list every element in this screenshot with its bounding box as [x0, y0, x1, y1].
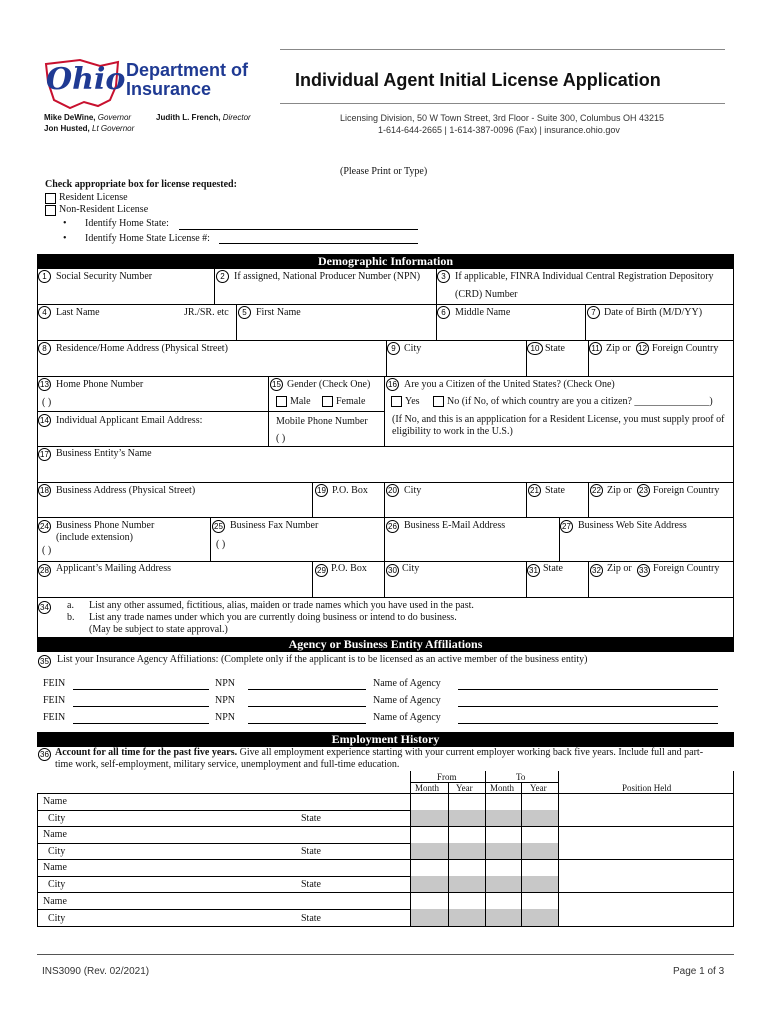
employer-state-label: State [301, 913, 321, 924]
npn-label: If assigned, National Producer Number (NPN) [234, 271, 421, 282]
divider [588, 482, 589, 517]
bullet: • [63, 218, 67, 229]
field-number: 11 [589, 342, 602, 355]
department-name-line1: Department of [126, 60, 249, 80]
agency-name-field[interactable] [458, 689, 718, 690]
department-name-line2: Insurance [126, 79, 212, 99]
citizen-yes-label: Yes [405, 396, 420, 407]
divider [214, 269, 215, 304]
form-title: Individual Agent Initial License Application [295, 70, 661, 90]
male-label: Male [290, 396, 311, 407]
city-label: City [404, 343, 422, 354]
other-names-b-note: (May be subject to state approval.) [89, 624, 228, 635]
email-label: Individual Applicant Email Address: [56, 415, 203, 426]
field-number: 21 [528, 484, 541, 497]
field-number: 24 [38, 520, 51, 533]
print-instruction: (Please Print or Type) [340, 166, 428, 177]
lt-governor-name: Jon Husted, [44, 124, 90, 133]
table-col-divider [558, 771, 559, 927]
from-header: From [437, 772, 457, 782]
field-number: 29 [315, 564, 328, 577]
business-address-label: Business Address (Physical Street) [56, 485, 196, 496]
home-state-license-label: Identify Home State License #: [85, 233, 210, 244]
state-label: State [545, 343, 565, 354]
citizen-note-line1: (If No, and this is an appplication for a Resident License, you must supply proof of [392, 414, 725, 425]
table-row-line [37, 843, 410, 844]
field-number: 4 [38, 306, 51, 319]
business-fax-field[interactable]: ( ) [216, 539, 226, 550]
divider [210, 517, 211, 561]
field-number: 9 [387, 342, 400, 355]
divider [312, 482, 313, 517]
business-email-label: Business E-Mail Address [404, 520, 506, 531]
crd-label-line2: (CRD) Number [455, 289, 518, 300]
contact-line: 1-614-644-2665 | 1-614-387-0096 (Fax) | insurance.ohio.gov [378, 125, 620, 135]
field-number: 27 [560, 520, 573, 533]
employer-name-label: Name [43, 829, 67, 840]
row-divider [37, 376, 734, 377]
business-fax-label: Business Fax Number [230, 520, 319, 531]
other-names-b-marker: b. [67, 612, 75, 623]
other-names-a-marker: a. [67, 600, 74, 611]
title-top-rule [280, 49, 725, 50]
to-year-header: Year [530, 783, 547, 793]
field-number: 6 [437, 306, 450, 319]
first-name-label: First Name [256, 307, 301, 318]
non-resident-license-label: Non-Resident License [59, 204, 149, 215]
table-bottom-border [37, 926, 734, 927]
field-number: 18 [38, 484, 51, 497]
governor-line [44, 113, 131, 122]
field-number: 5 [238, 306, 251, 319]
field-number: 20 [386, 484, 399, 497]
mobile-phone-label: Mobile Phone Number [276, 416, 368, 427]
table-row-line [558, 826, 733, 827]
business-po-box-label: P.O. Box [332, 485, 368, 496]
to-header: To [516, 772, 526, 782]
divider [384, 517, 385, 561]
row-divider [37, 517, 734, 518]
mailing-city-label: City [402, 563, 420, 574]
employment-instruction-rest: Give all employment experience starting with your current employer working back five years. Include full and part- [237, 747, 704, 758]
field-number: 25 [212, 520, 225, 533]
employment-instruction-bold: Account for all time for the past five years. [55, 747, 238, 758]
crd-label-line1: If applicable, FINRA Individual Central Registration Depository [455, 271, 714, 282]
other-names-a-text: List any other assumed, fictitious, alias, maiden or trade names which you have used in the past. [89, 600, 474, 611]
license-type-heading: Check appropriate box for license requested: [45, 179, 237, 190]
field-number: 15 [270, 378, 283, 391]
non-resident-license-checkbox[interactable] [45, 205, 56, 216]
resident-license-checkbox[interactable] [45, 193, 56, 204]
field-number: 3 [437, 270, 450, 283]
mobile-phone-field[interactable]: ( ) [276, 433, 286, 444]
ohio-logo-text: Ohio [46, 62, 126, 97]
divider [268, 411, 269, 446]
field-number: 10 [527, 342, 543, 355]
fein-label: FEIN [43, 712, 66, 723]
fein-label: FEIN [43, 678, 66, 689]
citizen-no-label: No (if No, of which country are you a citizen? _______________) [447, 396, 713, 407]
row-divider [37, 561, 734, 562]
npn-field[interactable] [248, 689, 366, 690]
employment-section-header: Employment History [37, 732, 734, 747]
employer-state-label: State [301, 879, 321, 890]
position-held-header: Position Held [622, 783, 672, 793]
ssn-label: Social Security Number [56, 271, 153, 282]
table-left-border [37, 793, 38, 927]
table-col-divider [521, 782, 522, 927]
field-number: 2 [216, 270, 229, 283]
field-number: 23 [637, 484, 650, 497]
home-phone-label: Home Phone Number [56, 379, 144, 390]
fein-field[interactable] [73, 706, 209, 707]
from-month-header: Month [415, 783, 440, 793]
divider [526, 482, 527, 517]
foreign-country-label: Foreign Country [652, 343, 719, 354]
table-row-line [558, 859, 733, 860]
suffix-label: JR./SR. etc [184, 307, 229, 318]
governor-title: Governor [97, 113, 132, 122]
table-right-border [733, 771, 734, 927]
bullet: • [63, 233, 67, 244]
demographic-section-header: Demographic Information [37, 254, 734, 269]
dob-label: Date of Birth (M/D/YY) [604, 307, 703, 318]
business-phone-label-line2: (include extension) [56, 532, 133, 543]
field-number: 33 [637, 564, 650, 577]
agency-name-field[interactable] [458, 706, 718, 707]
employer-name-label: Name [43, 796, 67, 807]
agency-section-header: Agency or Business Entity Affiliations [37, 637, 734, 652]
home-state-label: Identify Home State: [85, 218, 169, 229]
fein-label: FEIN [43, 695, 66, 706]
table-row-line [558, 892, 733, 893]
field-number: 30 [386, 564, 399, 577]
employer-name-label: Name [43, 862, 67, 873]
divider [588, 561, 589, 597]
lt-governor-line [44, 124, 134, 133]
business-foreign-label: Foreign Country [653, 485, 720, 496]
field-number: 13 [38, 378, 51, 391]
table-row-line [410, 826, 558, 827]
citizen-note-line2: eligibility to work in the U.S.) [392, 426, 513, 437]
row-divider [37, 446, 734, 447]
resident-license-label: Resident License [59, 192, 128, 203]
mailing-po-box-label: P.O. Box [331, 563, 367, 574]
home-state-field[interactable] [179, 229, 418, 230]
npn-label: NPN [215, 712, 236, 723]
date-shading [410, 843, 558, 860]
date-shading [410, 909, 558, 927]
table-row-line [410, 859, 558, 860]
agency-name-field[interactable] [458, 723, 718, 724]
table-row-line [37, 909, 410, 910]
fein-field[interactable] [73, 723, 209, 724]
employment-instruction [55, 747, 703, 758]
director-name: Judith L. French, [156, 113, 221, 122]
director-title: Director [222, 113, 251, 122]
mailing-state-label: State [543, 563, 563, 574]
field-number: 31 [527, 564, 540, 577]
employer-state-label: State [301, 846, 321, 857]
address-line: Licensing Division, 50 W Town Street, 3rd Floor - Suite 300, Columbus OH 43215 [340, 113, 664, 123]
row-divider [37, 597, 734, 598]
field-number: 8 [38, 342, 51, 355]
employer-city-label: City [48, 846, 66, 857]
divider [384, 482, 385, 517]
field-number: 16 [386, 378, 399, 391]
field-number: 19 [315, 484, 328, 497]
home-state-license-field[interactable] [219, 243, 418, 244]
field-number: 17 [38, 448, 51, 461]
employer-city-label: City [48, 879, 66, 890]
row-divider [37, 482, 734, 483]
lt-governor-title: Lt Governor [92, 124, 135, 133]
mailing-zip-label: Zip or [607, 563, 632, 574]
fein-field[interactable] [73, 689, 209, 690]
table-col-divider [485, 771, 486, 927]
field-number: 26 [386, 520, 399, 533]
field-number: 12 [636, 342, 649, 355]
field-number: 36 [38, 748, 51, 761]
field-number: 34 [38, 601, 51, 614]
employment-instruction-line2: time work, self-employment, military service, unemployment and full-time education. [55, 759, 400, 770]
table-col-divider [448, 782, 449, 927]
field-number: 22 [590, 484, 603, 497]
table-col-divider [410, 771, 411, 927]
npn-label: NPN [215, 678, 236, 689]
last-name-label: Last Name [56, 307, 100, 318]
business-city-label: City [404, 485, 422, 496]
date-shading [410, 810, 558, 827]
residence-address-label: Residence/Home Address (Physical Street) [56, 343, 228, 354]
other-names-b-text: List any trade names under which you are currently doing business or intend to do business. [89, 612, 457, 623]
field-number: 14 [38, 414, 51, 427]
employer-city-label: City [48, 913, 66, 924]
divider [585, 304, 586, 340]
npn-field[interactable] [248, 723, 366, 724]
citizen-no-checkbox[interactable] [433, 396, 444, 407]
business-state-label: State [545, 485, 565, 496]
row-divider [37, 304, 734, 305]
business-phone-label-line1: Business Phone Number [56, 520, 155, 531]
agency-instruction: List your Insurance Agency Affiliations: (Complete only if the applicant is to be licensed as an active member of the business entity) [57, 654, 588, 665]
gender-label: Gender (Check One) [287, 379, 371, 390]
divider [312, 561, 313, 597]
female-checkbox[interactable] [322, 396, 333, 407]
director-line [156, 113, 251, 122]
agency-name-label: Name of Agency [373, 712, 441, 723]
middle-name-label: Middle Name [455, 307, 511, 318]
divider [236, 304, 237, 340]
date-shading [410, 876, 558, 893]
citizen-label: Are you a Citizen of the United States? (Check One) [404, 379, 615, 390]
field-number: 7 [587, 306, 600, 319]
table-header-bottom [37, 793, 734, 794]
business-zip-label: Zip or [607, 485, 632, 496]
row-divider [37, 411, 384, 412]
divider [268, 376, 269, 411]
field-number: 28 [38, 564, 51, 577]
home-phone-field[interactable]: ( ) [42, 397, 52, 408]
business-website-label: Business Web Site Address [578, 520, 687, 531]
footer-rule [37, 954, 734, 955]
form-number: INS3090 (Rev. 02/2021) [42, 966, 150, 977]
table-row-line [37, 810, 410, 811]
divider [384, 376, 385, 446]
field-number: 35 [38, 655, 51, 668]
field-number: 1 [38, 270, 51, 283]
male-checkbox[interactable] [276, 396, 287, 407]
divider [384, 561, 385, 597]
mailing-address-label: Applicant’s Mailing Address [56, 563, 171, 574]
npn-label: NPN [215, 695, 236, 706]
citizen-yes-checkbox[interactable] [391, 396, 402, 407]
npn-field[interactable] [248, 706, 366, 707]
title-bottom-rule [280, 103, 725, 104]
employer-state-label: State [301, 813, 321, 824]
business-name-label: Business Entity’s Name [56, 448, 152, 459]
table-row-line [410, 892, 558, 893]
employer-name-label: Name [43, 896, 67, 907]
governor-name: Mike DeWine, [44, 113, 96, 122]
to-month-header: Month [490, 783, 515, 793]
page-number: Page 1 of 3 [673, 966, 725, 977]
female-label: Female [336, 396, 366, 407]
field-number: 32 [590, 564, 603, 577]
mailing-foreign-label: Foreign Country [653, 563, 720, 574]
agency-name-label: Name of Agency [373, 678, 441, 689]
employer-city-label: City [48, 813, 66, 824]
from-year-header: Year [456, 783, 473, 793]
zip-label: Zip or [606, 343, 631, 354]
business-phone-field[interactable]: ( ) [42, 545, 52, 556]
agency-name-label: Name of Agency [373, 695, 441, 706]
table-row-line [37, 876, 410, 877]
